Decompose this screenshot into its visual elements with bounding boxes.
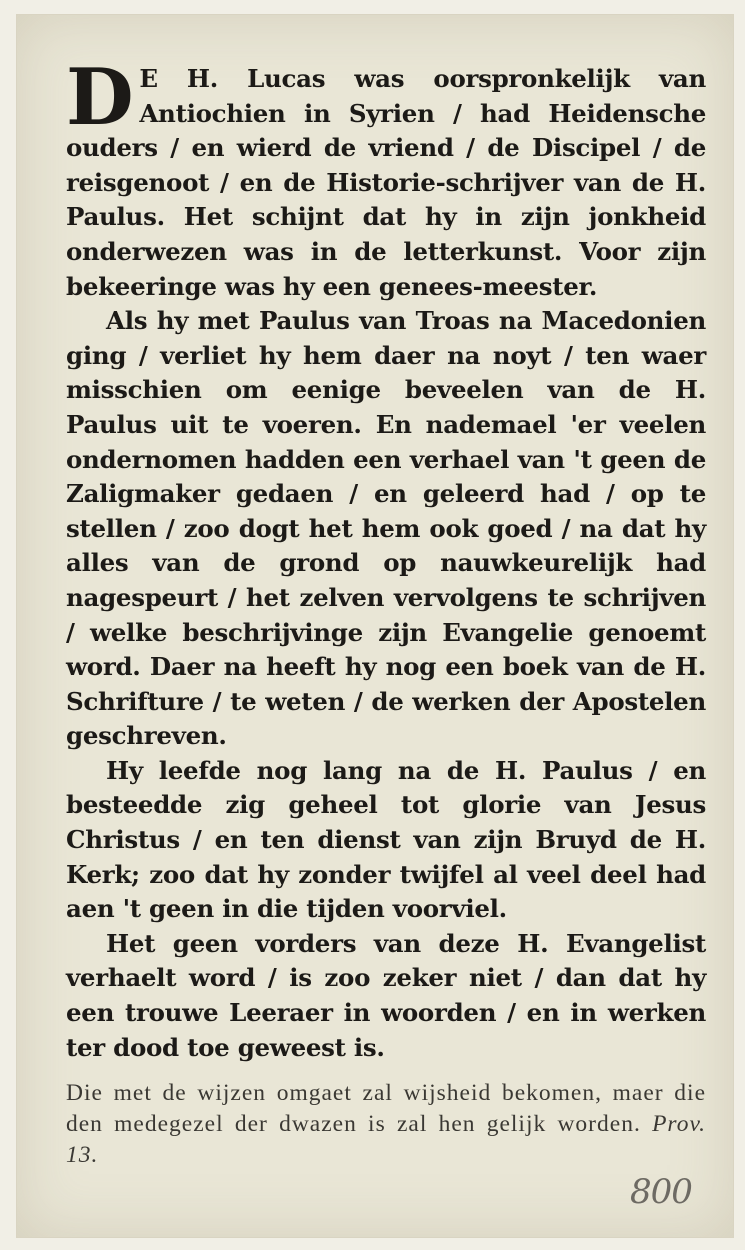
proverb-reference: Prov. 13. [66, 1111, 707, 1168]
paragraph-4: Het geen vorders van deze H. Evangelist verhaelt word / is zoo zeker niet / dan dat hy een trouwe Leeraer in woorden / en in werken ter dood toe geweest is. [66, 928, 706, 1062]
paragraph-2: Als hy met Paulus van Troas na Macedonien ging / verliet hy hem daer na noyt / ten waer misschien om eenige beveelen van de H. Paulus uit te voeren. En nademael 'er veelen ondernomen hadden een verhael van 't geen de Zaligmaker gedaen / en geleerd had / op te stellen / zoo dogt het hem ook goed / na dat hy alles van de grond op nauwkeurelijk had nagespeurt / het zelven vervolgens te schrijven / welke beschrijvinge zijn Evangelie genoemt word. Daer na heeft hy nog een boek van de H. Schrifture / te weten / de werken der Apostelen geschreven. [66, 306, 706, 751]
paragraph-3: Hy leefde nog lang na de H. Paulus / en besteedde zig geheel tot glorie van Jesus Christus / en ten dienst van zijn Bruyd de H. Kerk; zoo dat hy zonder twijfel al veel deel had aen 't geen in die tijden voorviel. [66, 755, 706, 924]
drop-cap-initial: D [66, 52, 134, 143]
paragraph-1 [66, 52, 706, 304]
handwritten-number: 800 [630, 1172, 692, 1212]
proverb-quote [66, 1078, 706, 1171]
proverb-text: Die met de wijzen omgaet zal wijsheid bekomen, maer die den medegezel der dwazen is zal hen gelijk worden. [66, 1080, 706, 1137]
body-text [66, 52, 706, 1065]
paragraph-1-text: E H. Lucas was oorspronkelijk van Antiochien in Syrien / had Heidensche ouders / en wierd de vriend / de Discipel / de reisgenoot / en de Historie-schrijver van de H. Paulus. Het schijnt dat hy in zijn jonkheid onderwezen was in de letterkunst. Voor zijn bekeeringe was hy een genees-meester. [66, 64, 706, 301]
